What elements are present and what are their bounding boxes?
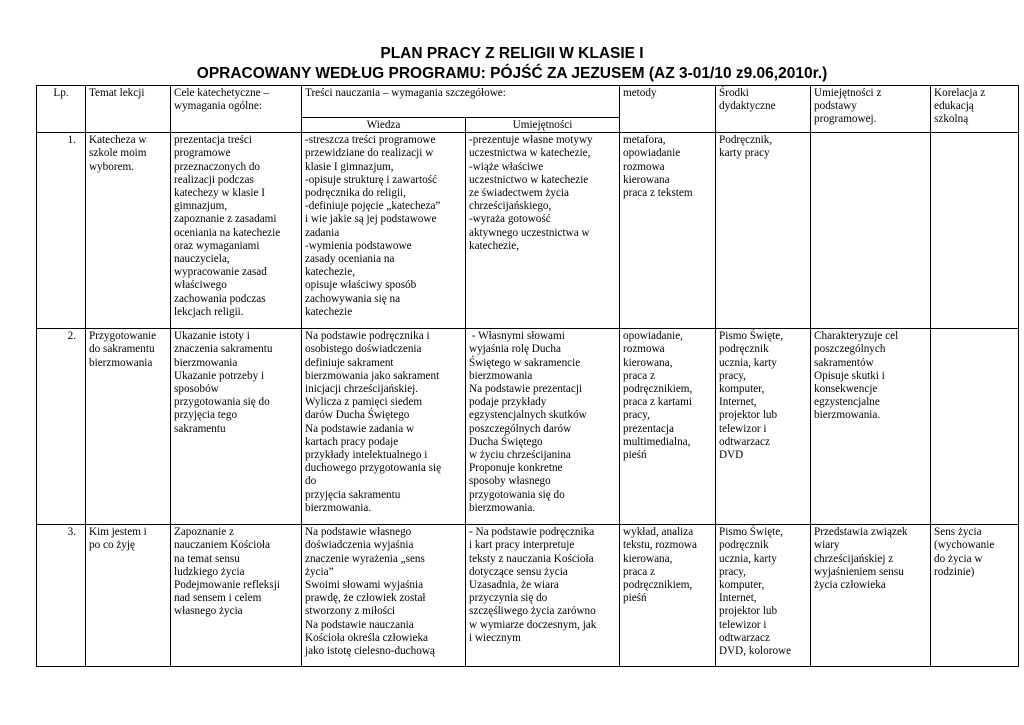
header-knowledge: Wiedza bbox=[302, 118, 466, 133]
row-goals: prezentacja treści programowe przeznaczonych do realizacji podczas katechezy w klasie I gimnazjum, zapoznanie z zasadami oceniania na katechezie oraz wymaganiami nauczyciela, wypracowanie zasad właściwego zachowania podczas lekcjach religii. bbox=[171, 133, 302, 329]
row-goals: Ukazanie istoty i znaczenia sakramentu bierzmowania Ukazanie potrzeby i sposobów przygotowania się do przyjęcia tego sakramentu bbox=[171, 329, 302, 525]
table-row bbox=[37, 525, 1019, 667]
row-number: 1. bbox=[37, 133, 86, 329]
header-skills: Umiejętności bbox=[466, 118, 620, 133]
table-row bbox=[37, 329, 1019, 525]
row-correlation bbox=[931, 329, 1019, 525]
header-core-skills: Umiejętności z podstawy programowej. bbox=[811, 86, 931, 133]
row-goals: Zapoznanie z nauczaniem Kościoła na temat sensu ludzkiego życia Podejmowanie refleksji nad sensem i celem własnego życia bbox=[171, 525, 302, 667]
header-goals: Cele katechetyczne – wymagania ogólne: bbox=[171, 86, 302, 133]
row-skills: - Na podstawie podręcznika i kart pracy interpretuje teksty z nauczania Kościoła dotyczące sensu życia Uzasadnia, że wiara przyczynia się do szczęśliwego życia zarówno w wymiarze doczesnym, jak i wiecznym bbox=[466, 525, 620, 667]
row-skills: -prezentuje własne motywy uczestnictwa w katechezie, -wiąże właściwe uczestnictwo w katechezie ze świadectwem życia chrześcijańskiego, -wyraża gotowość aktywnego uczestnictwa w katechezie, bbox=[466, 133, 620, 329]
header-lp: Lp. bbox=[37, 86, 86, 133]
table-row bbox=[37, 133, 1019, 329]
lesson-plan-table bbox=[36, 85, 1019, 667]
row-methods: metafora, opowiadanie rozmowa kierowana praca z tekstem bbox=[620, 133, 716, 329]
row-core-skills bbox=[811, 133, 931, 329]
row-knowledge: Na podstawie własnego doświadczenia wyjaśnia znaczenie wyrażenia „sens życia” Swoimi słowami wyjaśnia prawdę, że człowiek został stworzony z miłości Na podstawie nauczania Kościoła określa człowieka jako istotę cielesno-duchową bbox=[302, 525, 466, 667]
row-correlation: Sens życia (wychowanie do życia w rodzinie) bbox=[931, 525, 1019, 667]
row-topic: Katecheza w szkole moim wyborem. bbox=[86, 133, 171, 329]
row-aids: Pismo Święte, podręcznik ucznia, karty pracy, komputer, Internet, projektor lub telewizor i odtwarzacz DVD, kolorowe bbox=[716, 525, 811, 667]
row-topic: Przygotowanie do sakramentu bierzmowania bbox=[86, 329, 171, 525]
row-methods: opowiadanie, rozmowa kierowana, praca z podręcznikiem, praca z kartami pracy, prezentacja multimedialna, pieśń bbox=[620, 329, 716, 525]
row-aids: Podręcznik, karty pracy bbox=[716, 133, 811, 329]
row-skills: - Własnymi słowami wyjaśnia rolę Ducha Świętego w sakramencie bierzmowania Na podstawie prezentacji podaje przykłady egzystencjalnych skutków poszczególnych darów Ducha Świętego w życiu chrześcijanina Proponuje konkretne sposoby własnego przygotowania się do bierzmowania. bbox=[466, 329, 620, 525]
header-topic: Temat lekcji bbox=[86, 86, 171, 133]
row-knowledge: -streszcza treści programowe przewidziane do realizacji w klasie I gimnazjum, -opisuje strukturę i zawartość podręcznika do religii, -definiuje pojęcie „katecheza” i wie jakie są jej podstawowe zadania -wymienia podstawowe zasady oceniania na katechezie, opisuje właściwy sposób zachowywania się na katechezie bbox=[302, 133, 466, 329]
header-content: Treści nauczania – wymagania szczegółowe: bbox=[302, 86, 620, 118]
row-topic: Kim jestem i po co żyję bbox=[86, 525, 171, 667]
row-core-skills: Charakteryzuje cel poszczególnych sakramentów Opisuje skutki i konsekwencje egzystencjalne bierzmowania. bbox=[811, 329, 931, 525]
document-subtitle: OPRACOWANY WEDŁUG PROGRAMU: PÓJŚĆ ZA JEZUSEM (AZ 3-01/10 z9.06,2010r.) bbox=[196, 65, 828, 82]
row-number: 3. bbox=[37, 525, 86, 667]
document-title: PLAN PRACY Z RELIGII W KLASIE I bbox=[380, 45, 644, 62]
row-knowledge: Na podstawie podręcznika i osobistego doświadczenia definiuje sakrament bierzmowania jako sakrament inicjacji chrześcijańskiej. Wylicza z pamięci siedem darów Ducha Świętego Na podstawie zadania w kartach pracy podaje przykłady intelektualnego i duchowego przygotowania się do przyjęcia sakramentu bierzmowania. bbox=[302, 329, 466, 525]
row-core-skills: Przedstawia związek wiary chrześcijańskiej z wyjaśnieniem sensu życia człowieka bbox=[811, 525, 931, 667]
row-methods: wykład, analiza tekstu, rozmowa kierowana, praca z podręcznikiem, pieśń bbox=[620, 525, 716, 667]
row-correlation bbox=[931, 133, 1019, 329]
header-methods: metody bbox=[620, 86, 716, 133]
table-header-row bbox=[37, 86, 1019, 118]
header-aids: Środki dydaktyczne bbox=[716, 86, 811, 133]
row-aids: Pismo Święte, podręcznik ucznia, karty pracy, komputer, Internet, projektor lub telewizor i odtwarzacz DVD bbox=[716, 329, 811, 525]
header-correlation: Korelacja z edukacją szkolną bbox=[931, 86, 1019, 133]
row-number: 2. bbox=[37, 329, 86, 525]
document-header bbox=[0, 44, 1024, 84]
